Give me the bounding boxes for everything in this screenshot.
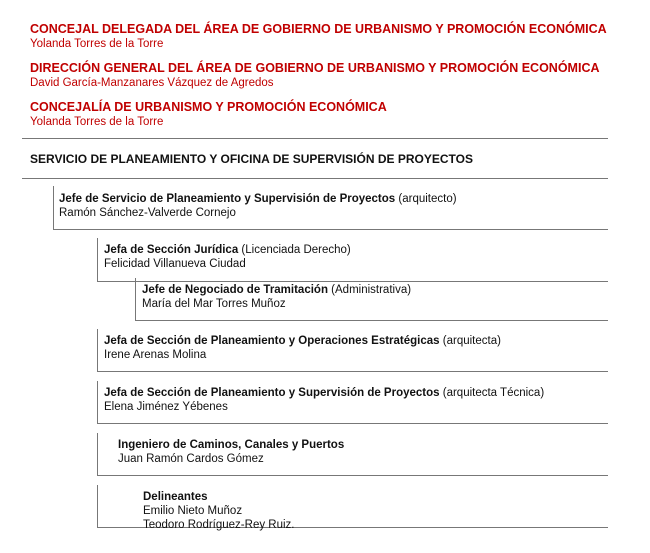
divider: [22, 178, 608, 179]
org-entry: [104, 334, 501, 362]
person-name: Elena Jiménez Yébenes: [104, 401, 228, 413]
role-title: Jefa de Sección de Planeamiento y Operaciones Estratégicas: [104, 335, 440, 347]
role-title: Ingeniero de Caminos, Canales y Puertos: [118, 439, 345, 451]
header-block-1: [30, 22, 607, 51]
role-qualifier: (arquitecta): [439, 335, 501, 347]
role-qualifier: (arquitecta Técnica): [439, 387, 545, 399]
header-name: Yolanda Torres de la Torre: [30, 38, 164, 50]
header-name: Yolanda Torres de la Torre: [30, 116, 164, 128]
role-title: Jefa de Sección Jurídica: [104, 244, 239, 256]
role-title: Delineantes: [143, 491, 208, 503]
header-block-2: [30, 61, 600, 90]
org-entry: [143, 490, 295, 532]
role-qualifier: (arquitecto): [395, 193, 457, 205]
org-entry: [59, 192, 457, 220]
header-title: CONCEJALÍA DE URBANISMO Y PROMOCIÓN ECONÓMICA: [30, 100, 387, 114]
org-entry: [142, 283, 411, 311]
org-entry: [118, 438, 344, 466]
person-name: María del Mar Torres Muñoz: [142, 298, 286, 310]
header-title: CONCEJAL DELEGADA DEL ÁREA DE GOBIERNO DE URBANISMO Y PROMOCIÓN ECONÓMICA: [30, 22, 607, 36]
org-entry: [104, 386, 544, 414]
person-name: Teodoro Rodríguez-Rey Ruiz.: [143, 519, 295, 531]
header-block-3: [30, 100, 387, 129]
org-entry: [104, 243, 351, 271]
person-name: Juan Ramón Cardos Gómez: [118, 453, 264, 465]
divider: [22, 138, 608, 139]
person-name: Ramón Sánchez-Valverde Cornejo: [59, 207, 236, 219]
person-name: Emilio Nieto Muñoz: [143, 505, 243, 517]
header-name: David García-Manzanares Vázquez de Agredos: [30, 77, 274, 89]
service-title: SERVICIO DE PLANEAMIENTO Y OFICINA DE SUPERVISIÓN DE PROYECTOS: [30, 152, 473, 166]
person-name: Felicidad Villanueva Ciudad: [104, 258, 246, 270]
person-name: Irene Arenas Molina: [104, 349, 207, 361]
role-qualifier: (Administrativa): [327, 284, 412, 296]
role-title: Jefa de Sección de Planeamiento y Supervisión de Proyectos: [104, 387, 440, 399]
header-title: DIRECCIÓN GENERAL DEL ÁREA DE GOBIERNO DE URBANISMO Y PROMOCIÓN ECONÓMICA: [30, 61, 600, 75]
role-qualifier: (Licenciada Derecho): [238, 244, 351, 256]
role-title: Jefe de Negociado de Tramitación: [142, 284, 328, 296]
role-title: Jefe de Servicio de Planeamiento y Supervisión de Proyectos: [59, 193, 396, 205]
